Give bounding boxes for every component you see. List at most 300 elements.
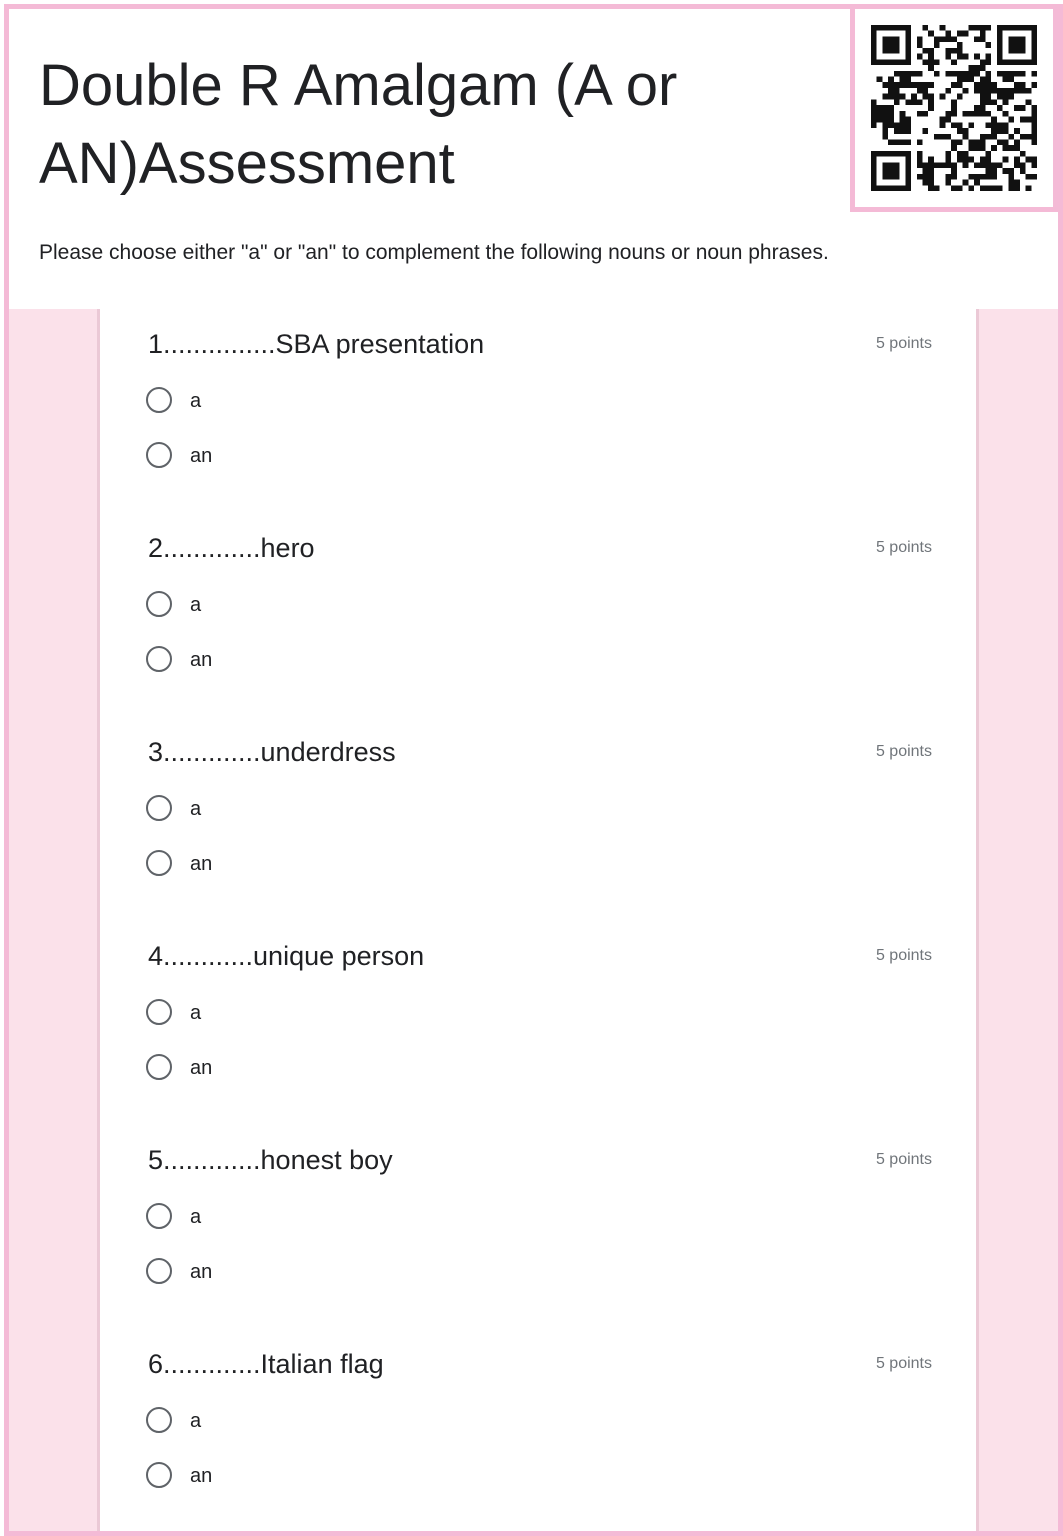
qr-module: [905, 99, 911, 105]
qr-module: [1031, 59, 1037, 65]
qr-module: [997, 54, 1003, 60]
qr-module: [991, 122, 997, 128]
qr-module: [905, 151, 911, 157]
qr-module: [1003, 139, 1009, 145]
qr-module: [1008, 185, 1014, 191]
qr-module: [951, 82, 957, 88]
form-description: Please choose either "a" or "an" to complement the following nouns or noun phrases.: [39, 241, 829, 264]
qr-module: [1031, 25, 1037, 31]
qr-module: [974, 145, 980, 151]
qr-module: [882, 151, 888, 157]
option-label: a: [190, 798, 202, 820]
qr-module: [1014, 71, 1020, 77]
qr-module: [1031, 42, 1037, 48]
qr-module: [923, 59, 929, 65]
qr-module: [974, 105, 980, 111]
qr-module: [974, 82, 980, 88]
qr-module: [968, 65, 974, 71]
qr-module: [980, 99, 986, 105]
qr-module: [923, 94, 929, 100]
qr-module: [917, 88, 923, 94]
qr-module: [985, 88, 991, 94]
qr-module: [957, 128, 963, 134]
question-points: 5 points: [875, 1151, 932, 1168]
qr-code-icon: [850, 4, 1058, 212]
qr-module: [928, 174, 934, 180]
qr-module: [882, 25, 888, 31]
option-an[interactable]: [144, 1459, 444, 1493]
qr-module: [980, 59, 986, 65]
qr-module: [888, 168, 894, 174]
qr-module: [877, 25, 883, 31]
qr-module: [888, 174, 894, 180]
radio-button-icon[interactable]: [146, 442, 172, 468]
qr-module: [1031, 157, 1037, 163]
qr-module: [882, 174, 888, 180]
qr-module: [940, 122, 946, 128]
qr-module: [882, 128, 888, 134]
qr-module: [882, 168, 888, 174]
qr-module: [900, 122, 906, 128]
qr-module: [882, 111, 888, 117]
qr-module: [985, 151, 991, 157]
qr-module: [1026, 134, 1032, 140]
qr-module: [882, 59, 888, 65]
qr-module: [991, 99, 997, 105]
qr-module: [888, 185, 894, 191]
qr-module: [957, 82, 963, 88]
qr-module: [871, 54, 877, 60]
qr-module: [1008, 48, 1014, 54]
qr-module: [894, 36, 900, 42]
qr-module: [940, 117, 946, 123]
qr-module: [963, 151, 969, 157]
qr-module: [963, 128, 969, 134]
question-item: [100, 1125, 976, 1329]
qr-module: [985, 59, 991, 65]
qr-module: [871, 180, 877, 186]
qr-module: [997, 122, 1003, 128]
qr-module: [900, 151, 906, 157]
qr-module: [985, 99, 991, 105]
qr-module: [974, 111, 980, 117]
qr-module: [951, 71, 957, 77]
qr-module: [980, 111, 986, 117]
qr-module: [911, 94, 917, 100]
qr-module: [963, 157, 969, 163]
qr-module: [1003, 157, 1009, 163]
qr-module: [1020, 42, 1026, 48]
qr-module: [928, 31, 934, 37]
qr-module: [888, 48, 894, 54]
qr-module: [905, 59, 911, 65]
radio-button-icon[interactable]: [146, 1407, 172, 1433]
qr-module: [905, 54, 911, 60]
qr-module: [974, 162, 980, 168]
radio-button-icon[interactable]: [146, 795, 172, 821]
form-frame: [4, 4, 1063, 1536]
option-an[interactable]: [144, 847, 444, 881]
qr-module: [985, 162, 991, 168]
qr-module: [991, 117, 997, 123]
qr-module: [894, 174, 900, 180]
qr-module: [871, 174, 877, 180]
qr-module: [980, 105, 986, 111]
option-label: an: [190, 445, 213, 467]
qr-module: [951, 48, 957, 54]
qr-module: [1031, 36, 1037, 42]
qr-module: [985, 134, 991, 140]
qr-module: [1014, 180, 1020, 186]
qr-module: [1020, 134, 1026, 140]
qr-module: [917, 139, 923, 145]
qr-module: [1008, 25, 1014, 31]
question-title: 4............unique person: [148, 941, 425, 971]
qr-module: [905, 157, 911, 163]
qr-module: [888, 82, 894, 88]
qr-module: [945, 174, 951, 180]
qr-module: [1003, 94, 1009, 100]
qr-module: [1008, 71, 1014, 77]
qr-module: [894, 42, 900, 48]
qr-module: [968, 157, 974, 163]
qr-module: [957, 122, 963, 128]
qr-module: [871, 157, 877, 163]
qr-module: [888, 25, 894, 31]
radio-button-icon[interactable]: [146, 1462, 172, 1488]
question-points: 5 points: [875, 1355, 932, 1372]
qr-module: [980, 174, 986, 180]
qr-module: [957, 77, 963, 83]
option-label: an: [190, 649, 213, 671]
qr-module: [1014, 88, 1020, 94]
qr-module: [951, 174, 957, 180]
qr-module: [900, 94, 906, 100]
qr-module: [923, 82, 929, 88]
qr-module: [997, 88, 1003, 94]
qr-module: [900, 128, 906, 134]
qr-module: [945, 180, 951, 186]
qr-module: [871, 117, 877, 123]
qr-module: [894, 122, 900, 128]
qr-module: [980, 82, 986, 88]
qr-module: [985, 42, 991, 48]
qr-module: [951, 145, 957, 151]
option-label: an: [190, 1057, 213, 1079]
qr-module: [957, 185, 963, 191]
qr-module: [911, 99, 917, 105]
option-label: a: [190, 594, 202, 616]
qr-module: [1020, 162, 1026, 168]
qr-module: [940, 94, 946, 100]
qr-module: [877, 77, 883, 83]
option-an[interactable]: [144, 1255, 444, 1289]
option-label: a: [190, 1206, 202, 1228]
qr-module: [1020, 82, 1026, 88]
qr-module: [997, 31, 1003, 37]
qr-module: [940, 25, 946, 31]
qr-module: [928, 65, 934, 71]
qr-module: [871, 151, 877, 157]
qr-module: [980, 77, 986, 83]
qr-module: [1031, 54, 1037, 60]
qr-module: [963, 134, 969, 140]
qr-module: [900, 139, 906, 145]
qr-module: [928, 185, 934, 191]
option-an[interactable]: [144, 439, 444, 473]
qr-module: [985, 122, 991, 128]
qr-module: [934, 42, 940, 48]
qr-module: [1020, 25, 1026, 31]
qr-module: [997, 162, 1003, 168]
option-a[interactable]: [144, 588, 444, 622]
qr-module: [945, 162, 951, 168]
qr-module: [894, 59, 900, 65]
qr-module: [1014, 59, 1020, 65]
qr-module: [963, 162, 969, 168]
qr-module: [951, 139, 957, 145]
qr-module: [1008, 77, 1014, 83]
option-a[interactable]: [144, 792, 444, 826]
qr-module: [1026, 157, 1032, 163]
qr-module: [934, 134, 940, 140]
form-header: [9, 9, 1058, 309]
qr-module: [917, 99, 923, 105]
qr-module: [957, 157, 963, 163]
qr-module: [882, 94, 888, 100]
qr-module: [871, 105, 877, 111]
qr-module: [911, 82, 917, 88]
qr-module: [968, 25, 974, 31]
qr-module: [905, 185, 911, 191]
qr-module: [945, 134, 951, 140]
qr-module: [957, 31, 963, 37]
qr-module: [917, 111, 923, 117]
qr-module: [871, 59, 877, 65]
qr-module: [882, 185, 888, 191]
qr-module: [1003, 168, 1009, 174]
qr-module: [1026, 174, 1032, 180]
option-a[interactable]: [144, 1404, 444, 1438]
qr-module: [934, 71, 940, 77]
qr-module: [905, 128, 911, 134]
qr-module: [871, 99, 877, 105]
qr-module: [980, 185, 986, 191]
qr-module: [968, 122, 974, 128]
qr-module: [871, 31, 877, 37]
qr-module: [905, 25, 911, 31]
qr-module: [905, 31, 911, 37]
qr-module: [1008, 88, 1014, 94]
qr-module: [957, 71, 963, 77]
radio-button-icon[interactable]: [146, 646, 172, 672]
qr-module: [1031, 105, 1037, 111]
qr-module: [980, 139, 986, 145]
qr-code-graphic: [871, 25, 1037, 191]
qr-module: [985, 82, 991, 88]
qr-module: [963, 77, 969, 83]
qr-module: [974, 25, 980, 31]
option-an[interactable]: [144, 643, 444, 677]
form-title: Double R Amalgam (A or AN)Assessment: [39, 53, 678, 196]
qr-module: [945, 157, 951, 163]
qr-module: [1008, 36, 1014, 42]
qr-module: [1020, 117, 1026, 123]
qr-module: [928, 180, 934, 186]
qr-module: [1031, 31, 1037, 37]
qr-module: [1003, 25, 1009, 31]
qr-module: [1008, 42, 1014, 48]
radio-button-icon[interactable]: [146, 387, 172, 413]
qr-module: [905, 42, 911, 48]
qr-module: [974, 54, 980, 60]
qr-module: [951, 59, 957, 65]
qr-module: [900, 185, 906, 191]
question-title: 5.............honest boy: [148, 1145, 393, 1175]
qr-module: [1003, 77, 1009, 83]
qr-module: [997, 139, 1003, 145]
radio-button-icon[interactable]: [146, 1258, 172, 1284]
qr-module: [888, 94, 894, 100]
qr-module: [1014, 48, 1020, 54]
qr-module: [985, 54, 991, 60]
qr-module: [957, 139, 963, 145]
qr-module: [945, 54, 951, 60]
qr-module: [951, 122, 957, 128]
qr-module: [963, 111, 969, 117]
qr-module: [1026, 25, 1032, 31]
qr-module: [928, 168, 934, 174]
qr-module: [991, 185, 997, 191]
qr-module: [871, 36, 877, 42]
qr-module: [1014, 42, 1020, 48]
qr-module: [991, 82, 997, 88]
qr-module: [980, 88, 986, 94]
qr-module: [905, 77, 911, 83]
qr-module: [974, 180, 980, 186]
qr-module: [1026, 59, 1032, 65]
qr-module: [1014, 145, 1020, 151]
qr-module: [928, 54, 934, 60]
qr-module: [991, 162, 997, 168]
qr-module: [985, 185, 991, 191]
question-title: 2.............hero: [148, 533, 315, 563]
qr-module: [985, 157, 991, 163]
qr-module: [945, 111, 951, 117]
qr-module: [888, 111, 894, 117]
option-an[interactable]: [144, 1051, 444, 1085]
qr-module: [877, 185, 883, 191]
qr-module: [1020, 88, 1026, 94]
qr-module: [963, 88, 969, 94]
qr-module: [894, 162, 900, 168]
qr-module: [888, 36, 894, 42]
qr-module: [900, 77, 906, 83]
qr-module: [1026, 117, 1032, 123]
option-a[interactable]: [144, 996, 444, 1030]
qr-module: [1014, 128, 1020, 134]
radio-button-icon[interactable]: [146, 1054, 172, 1080]
qr-module: [894, 48, 900, 54]
question-item: [100, 1329, 976, 1533]
option-label: a: [190, 1002, 202, 1024]
qr-module: [905, 82, 911, 88]
question-title: 3.............underdress: [148, 737, 396, 767]
qr-module: [900, 25, 906, 31]
qr-module: [871, 168, 877, 174]
question-points: 5 points: [875, 743, 932, 760]
qr-module: [923, 88, 929, 94]
option-a[interactable]: [144, 1200, 444, 1234]
qr-module: [905, 180, 911, 186]
option-label: an: [190, 1261, 213, 1283]
qr-module: [945, 48, 951, 54]
radio-button-icon[interactable]: [146, 999, 172, 1025]
qr-module: [980, 134, 986, 140]
qr-module: [997, 128, 1003, 134]
qr-module: [928, 105, 934, 111]
qr-module: [1026, 99, 1032, 105]
qr-module: [934, 185, 940, 191]
qr-module: [900, 71, 906, 77]
qr-module: [997, 36, 1003, 42]
qr-module: [963, 31, 969, 37]
qr-module: [991, 174, 997, 180]
qr-module: [917, 71, 923, 77]
question-item: [100, 513, 976, 717]
qr-module: [928, 48, 934, 54]
qr-module: [1014, 185, 1020, 191]
qr-module: [968, 77, 974, 83]
qr-module: [917, 82, 923, 88]
qr-module: [928, 162, 934, 168]
question-item: [100, 309, 976, 513]
qr-module: [882, 48, 888, 54]
qr-module: [923, 168, 929, 174]
qr-module: [923, 174, 929, 180]
qr-module: [1014, 82, 1020, 88]
qr-module: [980, 145, 986, 151]
qr-module: [871, 111, 877, 117]
qr-module: [951, 162, 957, 168]
qr-module: [1031, 134, 1037, 140]
qr-module: [894, 88, 900, 94]
radio-button-icon[interactable]: [146, 850, 172, 876]
qr-module: [1031, 111, 1037, 117]
qr-module: [1003, 128, 1009, 134]
question-item: [100, 717, 976, 921]
qr-module: [923, 48, 929, 54]
qr-module: [882, 134, 888, 140]
qr-module: [968, 174, 974, 180]
qr-module: [951, 185, 957, 191]
option-a[interactable]: [144, 384, 444, 418]
qr-module: [928, 82, 934, 88]
radio-button-icon[interactable]: [146, 1203, 172, 1229]
qr-module: [945, 71, 951, 77]
qr-module: [877, 117, 883, 123]
qr-module: [1031, 82, 1037, 88]
qr-module: [1008, 117, 1014, 123]
qr-module: [1026, 185, 1032, 191]
qr-module: [888, 59, 894, 65]
qr-module: [991, 88, 997, 94]
radio-button-icon[interactable]: [146, 591, 172, 617]
qr-module: [1031, 128, 1037, 134]
qr-module: [1014, 36, 1020, 42]
qr-module: [882, 42, 888, 48]
qr-module: [997, 94, 1003, 100]
